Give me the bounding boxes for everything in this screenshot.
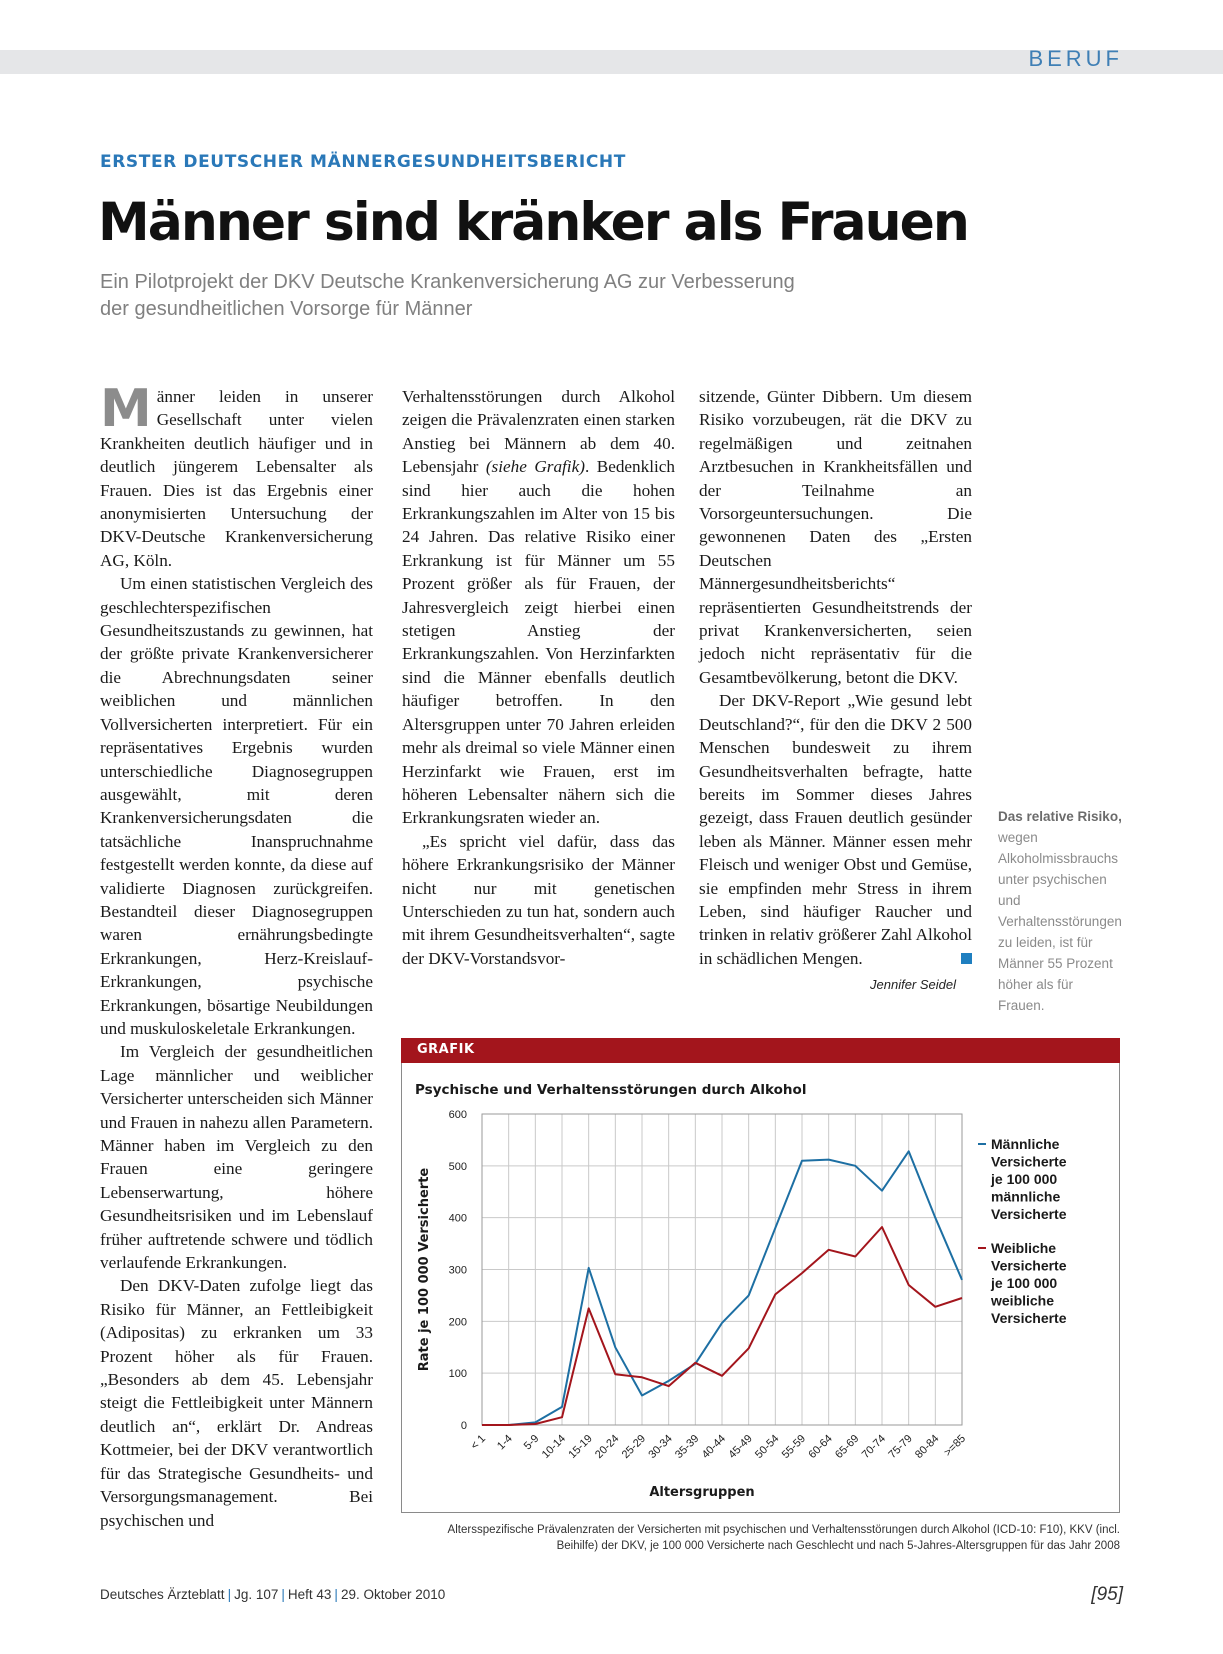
subtitle-line-1: Ein Pilotprojekt der DKV Deutsche Krankenversicherung AG zur Verbesserung <box>100 271 795 293</box>
x-tick-label: 40-44 <box>699 1432 729 1462</box>
author-name: Jennifer Seidel <box>870 977 956 992</box>
legend-label: je 100 000 <box>991 1171 1058 1187</box>
x-tick-label: 35-39 <box>673 1432 702 1462</box>
x-tick-label: 1-4 <box>495 1432 515 1453</box>
paragraph-text: Der DKV-Report „Wie gesund lebt Deutschland?“, für den die DKV 2 500 Menschen bundesweit zu ihrem Gesundheitsverhalten befragte, hatte bereits im Sommer dieses Jahres gezeigt, dass Frauen deutlich gesünder leben als Männer. Männer essen mehr Fleisch und weniger Obst und Gemüse, sie empfinden mehr Stress in ihrem Leben, sind häufiger Raucher und trinken in relativ größerer Zahl Alkohol in schädlichen Mengen. <box>699 691 972 968</box>
y-tick-label: 400 <box>448 1212 467 1225</box>
y-tick-label: 500 <box>448 1160 467 1173</box>
page-footer <box>100 1587 445 1602</box>
y-tick-label: 300 <box>448 1264 467 1277</box>
caption-line-2: Beihilfe) der DKV, je 100 000 Versicherte nach Geschlecht und nach 5-Jahres-Altersgruppen für das Jahr 2008 <box>556 1540 1120 1552</box>
legend-label: Weibliche <box>991 1240 1057 1256</box>
x-axis-label: Altersgruppen <box>649 1485 755 1500</box>
article-kicker: ERSTER DEUTSCHER MÄNNERGESUNDHEITSBERICHT <box>100 152 626 172</box>
drop-cap: M <box>100 379 152 439</box>
chart-caption <box>410 1522 1120 1554</box>
x-tick-label: 20-24 <box>593 1432 622 1462</box>
x-tick-label: 30-34 <box>646 1432 675 1462</box>
x-tick-label: 65-69 <box>833 1432 862 1462</box>
paragraph-text: änner leiden in unserer Gesellschaft unter vielen Krankheiten deutlich häufiger und in deutlich jüngerem Lebensalter als Frauen. Dies ist das Ergebnis einer anonymisierten Untersuchung der DKV-Deutsche Krankenversicherung AG, Köln. <box>100 387 373 570</box>
margin-note-lead: Das relative Risiko, <box>998 809 1122 824</box>
paragraph <box>100 379 373 572</box>
paragraph <box>402 385 675 830</box>
paragraph: Den DKV-Daten zufolge liegt das Risiko für Männer, an Fettleibigkeit (Adipositas) zu erkranken um 33 Prozent höher als für Frauen. „Besonders ab dem 45. Lebensjahr steigt die Fettleibigkeit unter Männern deutlich an“, erklärt Dr. Andreas Kottmeier, bei der DKV verantwortlich für das Strategische Gesundheits- und Versorgungsmanagement. Bei psychischen und <box>100 1276 373 1530</box>
x-tick-label: 25-29 <box>619 1432 649 1462</box>
margin-note <box>998 806 1123 1016</box>
paragraph: Um einen statistischen Vergleich des geschlechterspezifischen Gesundheitszustands zu gewinnen, hat der größte private Krankenversicherer die Abrechnungsdaten seiner weiblichen und männlichen Vollversicherten interpretiert. Für ein repräsentatives Ergebnis wurden unterschiedliche Diagnosegruppen ausgewählt, mit deren Krankenversicherungsdaten die tatsächliche Inanspruchnahme festgestellt werden konnte, da diese auf validierte Diagnosen zurückgreifen. Bestandteil dieser Diagnosegruppen waren ernährungsbedingte Erkrankungen, Herz-Kreislauf-Erkrankungen, psychische Erkrankungen, bösartige Neubildungen und muskuloskeletale Erkrankungen. <box>100 574 373 1038</box>
legend-label: Versicherte <box>991 1153 1067 1170</box>
x-tick-label: 5-9 <box>521 1432 542 1453</box>
paragraph-text: . Bedenklich sind hier auch die hohen Erkrankungszahlen im Alter von 15 bis 24 Jahren. Das relative Risiko einer Erkrankung ist für Männer um 55 Prozent größer als für Frauen, der Jahresvergleich zeigt hierbei einen stetigen Anstieg der Erkrankungszahlen. Von Herzinfarkten sind die Männer ebenfalls deutlich häufiger betroffen. In den Altersgruppen unter 70 Jahren erleiden mehr als dreimal so viele Männer einen Herzinfarkt wie Frauen, erst im höheren Lebensalter nähern sich die Erkrankungsraten wieder an. <box>402 457 675 828</box>
article-title: Männer sind kränker als Frauen <box>98 192 968 253</box>
margin-note-text: wegen Alkoholmissbrauchs unter psychischen und Verhaltensstörungen zu leiden, ist für Männer 55 Prozent höher als für Frauen. <box>998 830 1122 1013</box>
journal-issue: Heft 43 <box>287 1587 332 1602</box>
chart-header-bar <box>401 1038 1120 1063</box>
section-label: BERUF <box>1028 46 1123 71</box>
journal-date: 29. Oktober 2010 <box>340 1587 446 1602</box>
x-tick-label: 15-19 <box>566 1432 595 1462</box>
legend-label: weibliche <box>991 1292 1055 1309</box>
article-column-3 <box>699 385 972 970</box>
x-tick-label: 80-84 <box>913 1432 942 1462</box>
article-subtitle <box>100 269 960 323</box>
paragraph: „Es spricht viel dafür, dass das höhere Erkrankungsrisiko der Männer nicht nur mit genetischen Unterschieden zu tun hat, sondern auch mit ihrem Gesundheitsverhalten“, sagte der DKV-Vorstandsvor- <box>402 831 675 968</box>
legend-label: je 100 000 <box>991 1275 1058 1291</box>
x-tick-label: 75-79 <box>886 1432 915 1462</box>
legend-label: männliche <box>991 1188 1061 1205</box>
legend-label: Versicherte <box>991 1206 1067 1222</box>
page-number: [95] <box>1091 1584 1123 1605</box>
end-mark-icon <box>961 953 972 964</box>
y-axis-label: Rate je 100 000 Versicherte <box>417 1167 432 1372</box>
legend-label: Versicherte <box>991 1257 1067 1274</box>
paragraph <box>699 689 972 970</box>
y-tick-label: 200 <box>448 1316 467 1329</box>
figure-reference: (siehe Grafik) <box>485 457 585 477</box>
chart-header-label: GRAFIK <box>417 1042 475 1057</box>
legend-label: Versicherte <box>991 1310 1067 1326</box>
x-tick-label: 60-64 <box>806 1432 835 1462</box>
paragraph-text: Verhaltensstörungen durch Alkohol zeigen die Prävalenzraten einen starken Anstieg bei Männern ab dem 40. Lebensjahr <box>402 387 675 477</box>
chart-title: Psychische und Verhaltensstörungen durch Alkohol <box>415 1082 807 1098</box>
article-column-1 <box>100 379 373 1532</box>
x-tick-label: 55-59 <box>779 1432 809 1462</box>
line-chart <box>401 1063 1120 1512</box>
article-column-2 <box>402 385 675 970</box>
legend-label: Männliche <box>991 1136 1060 1152</box>
subtitle-line-2: der gesundheitlichen Vorsorge für Männer <box>100 298 473 320</box>
x-tick-label: >=85 <box>941 1432 969 1459</box>
y-tick-label: 100 <box>448 1368 467 1381</box>
x-tick-label: 10-14 <box>539 1432 569 1462</box>
paragraph: sitzende, Günter Dibbern. Um diesem Risiko vorzubeugen, rät die DKV zu regelmäßigen und zeitnahen Arztbesuchen in Krankheitsfällen und der Teilnahme an Vorsorgeuntersuchungen. Die gewonnenen Daten des „Ersten Deutschen Männergesundheitsberichts“ repräsentierten Gesundheitstrends der privat Krankenversicherten, seien jedoch nicht repräsentativ für die Gesamtbevölkerung, betont die DKV. <box>699 387 972 687</box>
journal-name: Deutsches Ärzteblatt <box>100 1587 225 1602</box>
paragraph: Im Vergleich der gesundheitlichen Lage männlicher und weiblicher Versicherter unterscheiden sich Männer und Frauen in nahezu allen Parametern. Männer haben im Vergleich zu den Frauen eine geringere Lebenserwartung, höhere Gesundheitsrisiken und im Lebenslauf früher auftretende schwere und tödlich verlaufende Erkrankungen. <box>100 1042 373 1273</box>
footer-separator: | <box>334 1587 338 1602</box>
x-tick-label: 45-49 <box>726 1432 755 1462</box>
x-tick-label: 70-74 <box>859 1432 889 1462</box>
footer-separator: | <box>281 1587 285 1602</box>
y-tick-label: 600 <box>448 1109 467 1121</box>
x-tick-label: 50-54 <box>753 1432 782 1462</box>
journal-volume: Jg. 107 <box>234 1587 279 1602</box>
x-tick-label: < 1 <box>468 1432 489 1453</box>
y-tick-label: 0 <box>460 1420 467 1432</box>
caption-line-1: Altersspezifische Prävalenzraten der Versicherten mit psychischen und Verhaltensstörungen durch Alkohol (ICD-10: F10), KKV (incl. <box>447 1524 1120 1536</box>
footer-separator: | <box>227 1587 232 1602</box>
